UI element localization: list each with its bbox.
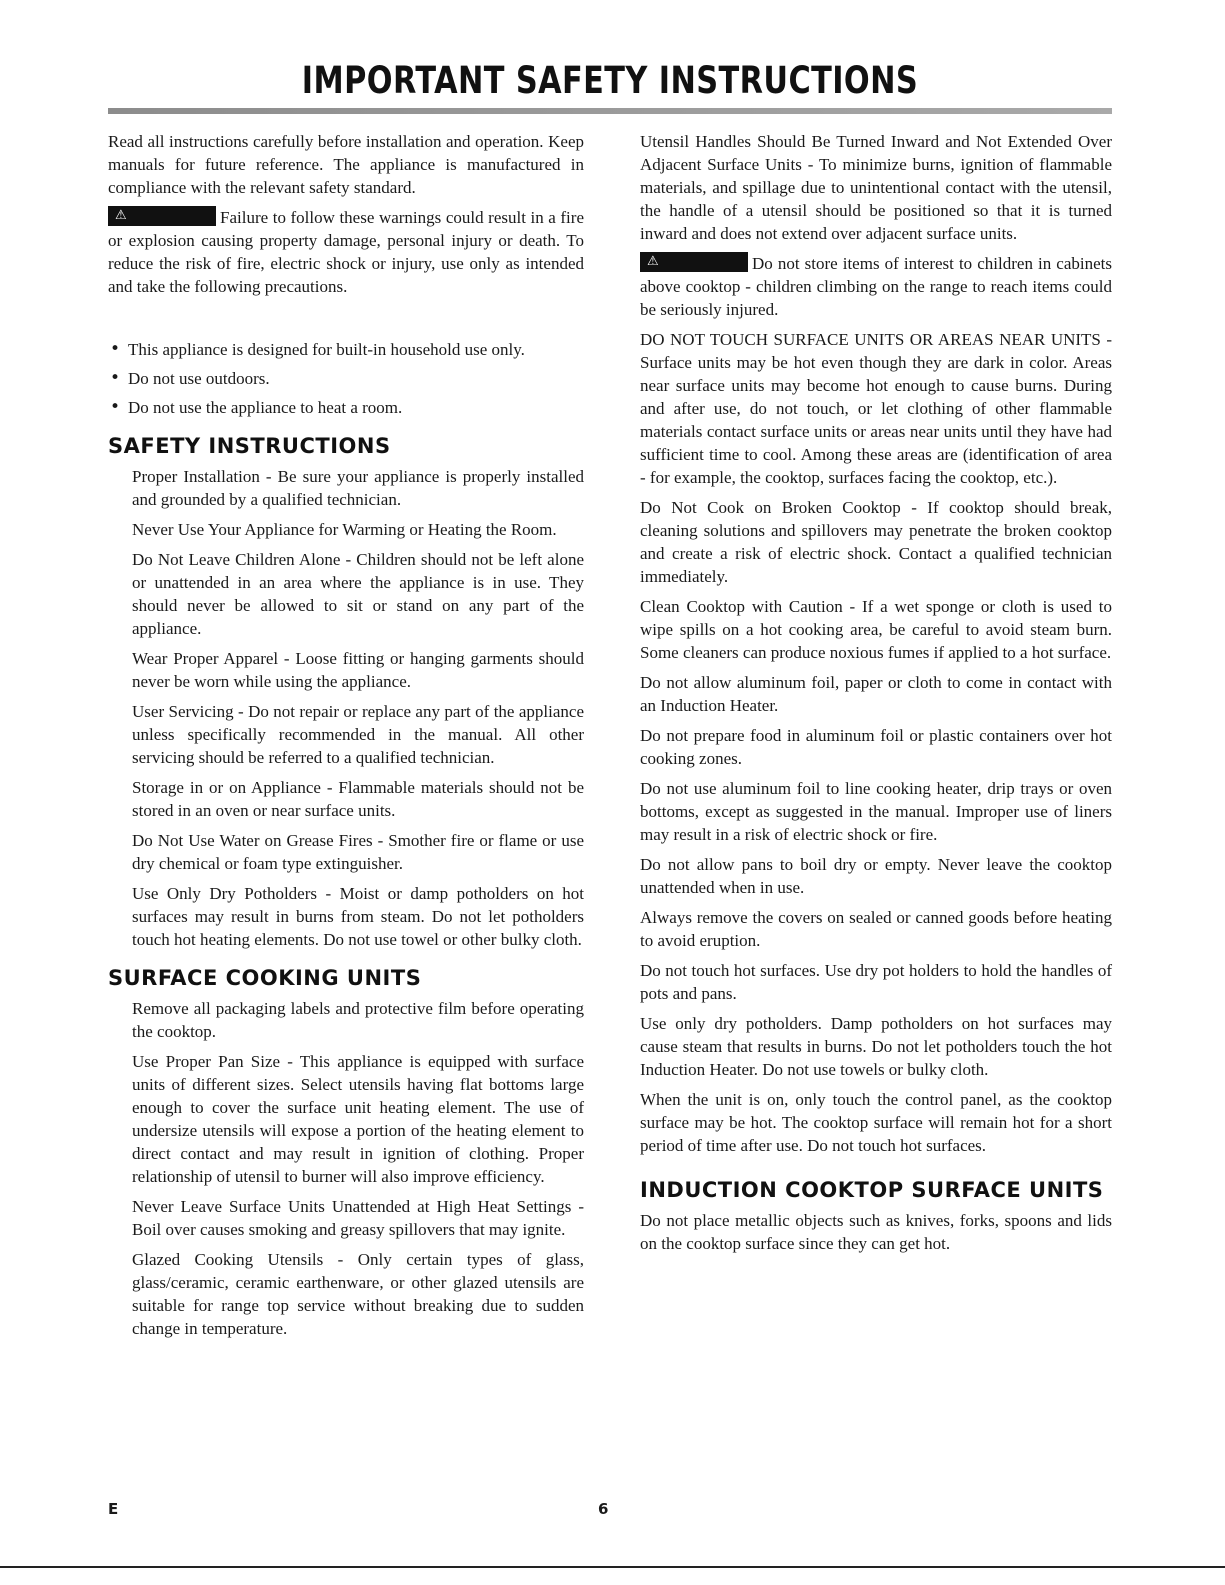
safety-item: Proper Installation - Be sure your appliance is properly installed and grounded by a qualified technician.: [132, 467, 584, 509]
safety-item: Do not allow aluminum foil, paper or cloth to come in contact with an Induction Heater.: [640, 673, 1112, 715]
safety-item: Do not allow pans to boil dry or empty. Never leave the cooktop unattended when in use.: [640, 855, 1112, 897]
safety-item: Wear Proper Apparel - Loose fitting or hanging garments should never be worn while using the appliance.: [132, 649, 584, 691]
title-rule: [108, 108, 1112, 114]
safety-item: Do Not Leave Children Alone - Children should not be left alone or unattended in an area where the appliance is in use. They should never be allowed to sit or stand on any part of the appliance.: [132, 550, 584, 638]
page-number: 6: [598, 1500, 609, 1518]
intro-paragraph: Read all instructions carefully before installation and operation. Keep manuals for future reference. The appliance is manufactured in compliance with the relevant safety standard.: [108, 132, 584, 197]
warning-badge: [640, 252, 748, 272]
footer-language-letter: E: [108, 1500, 119, 1518]
safety-item: Never Use Your Appliance for Warming or Heating the Room.: [132, 520, 557, 539]
induction-paragraph: Do not place metallic objects such as knives, forks, spoons and lids on the cooktop surface since they can get hot.: [640, 1211, 1112, 1253]
warning-text: Do not store items of interest to children in cabinets above cooktop - children climbing on the range to reach items could be seriously injured.: [640, 254, 1112, 319]
safety-item: Do not prepare food in aluminum foil or plastic containers over hot cooking zones.: [640, 726, 1112, 768]
surface-item: Never Leave Surface Units Unattended at High Heat Settings - Boil over causes smoking and greasy spillovers that may ignite.: [132, 1197, 584, 1239]
safety-item: Storage in or on Appliance - Flammable materials should not be stored in an oven or near surface units.: [132, 778, 584, 820]
warning-text: Failure to follow these warnings could result in a fire or explosion causing property damage, personal injury or death. To reduce the risk of fire, electric shock or injury, use only as intended and take the following precautions.: [108, 208, 584, 296]
induction-heading: INDUCTION COOKTOP SURFACE UNITS: [640, 1178, 1104, 1202]
safety-item: Do not use aluminum foil to line cooking heater, drip trays or oven bottoms, except as suggested in the manual. Improper use of liners may result in a risk of electric shock or fire.: [640, 779, 1112, 844]
page-title: IMPORTANT SAFETY INSTRUCTIONS: [301, 59, 919, 102]
surface-cooking-units-heading: SURFACE COOKING UNITS: [108, 966, 422, 990]
left-column: [108, 130, 584, 1347]
surface-item: Glazed Cooking Utensils - Only certain types of glass, glass/ceramic, ceramic earthenware, or other glazed utensils are suitable for range top service without breaking due to sudden change in temperature.: [132, 1250, 584, 1338]
warning-triangle-icon: ⚠: [647, 254, 659, 269]
warning-badge: [108, 206, 216, 226]
safety-item: Do Not Use Water on Grease Fires - Smother fire or flame or use dry chemical or foam type extinguisher.: [132, 831, 584, 873]
safety-instructions-heading: SAFETY INSTRUCTIONS: [108, 434, 391, 458]
list-item: • This appliance is designed for built-in household use only.: [110, 339, 525, 359]
safety-item: Use only dry potholders. Damp potholders on hot surfaces may cause steam that results in burns. Do not let potholders touch the hot Induction Heater. Do not use towels or bulky cloth.: [640, 1014, 1112, 1079]
safety-item: User Servicing - Do not repair or replace any part of the appliance unless specifically recommended in the manual. All other servicing should be referred to a qualified technician.: [132, 702, 584, 767]
precaution-list: [108, 338, 584, 419]
safety-item: DO NOT TOUCH SURFACE UNITS OR AREAS NEAR UNITS - Surface units may be hot even though they are dark in color. Areas near surface units may become hot enough to cause burns. During and after use, do not touch, or let clothing of other flammable materials contact surface units or areas near units until they have had sufficient time to cool. Among these areas are (identification of area - for example, the cooktop, surfaces facing the cooktop, etc.).: [640, 330, 1112, 487]
safety-item: Do not touch hot surfaces. Use dry pot holders to hold the handles of pots and pans.: [640, 961, 1112, 1003]
safety-item: Do Not Cook on Broken Cooktop - If cooktop should break, cleaning solutions and spillovers may penetrate the broken cooktop and create a risk of electric shock. Contact a qualified technician immediately.: [640, 498, 1112, 586]
surface-item: Remove all packaging labels and protective film before operating the cooktop.: [132, 999, 584, 1041]
warning-paragraph: [640, 252, 1112, 321]
list-item: • Do not use outdoors.: [110, 368, 270, 388]
safety-item: Always remove the covers on sealed or canned goods before heating to avoid eruption.: [640, 908, 1112, 950]
utensil-handles-paragraph: Utensil Handles Should Be Turned Inward and Not Extended Over Adjacent Surface Units - To minimize burns, ignition of flammable materials, and spillage due to unintentional contact with the utensil, the handle of a utensil should be positioned so that it is turned inward and does not extend over adjacent surface units.: [640, 132, 1112, 243]
safety-item: When the unit is on, only touch the control panel, as the cooktop surface may be hot. The cooktop surface will remain hot for a short period of time after use. Do not touch hot surfaces.: [640, 1090, 1112, 1155]
safety-item: Use Only Dry Potholders - Moist or damp potholders on hot surfaces may result in burns from steam. Do not let potholders touch hot heating elements. Do not use towel or other bulky cloth.: [132, 884, 584, 949]
warning-triangle-icon: ⚠: [115, 208, 127, 223]
list-item: • Do not use the appliance to heat a room.: [110, 397, 403, 417]
safety-item: Clean Cooktop with Caution - If a wet sponge or cloth is used to wipe spills on a hot cooking area, be careful to avoid steam burn. Some cleaners can produce noxious fumes if applied to a hot surface.: [640, 597, 1112, 662]
warning-paragraph: [108, 206, 584, 298]
bottom-rule: [0, 1566, 1225, 1568]
surface-item: Use Proper Pan Size - This appliance is equipped with surface units of different sizes. Select utensils having flat bottoms large enough to cover the surface unit heating element. The use of undersize utensils will expose a portion of the heating element to direct contact and may result in ignition of clothing. Proper relationship of utensil to burner will also improve efficiency.: [132, 1052, 584, 1186]
right-column: [640, 130, 1112, 1262]
